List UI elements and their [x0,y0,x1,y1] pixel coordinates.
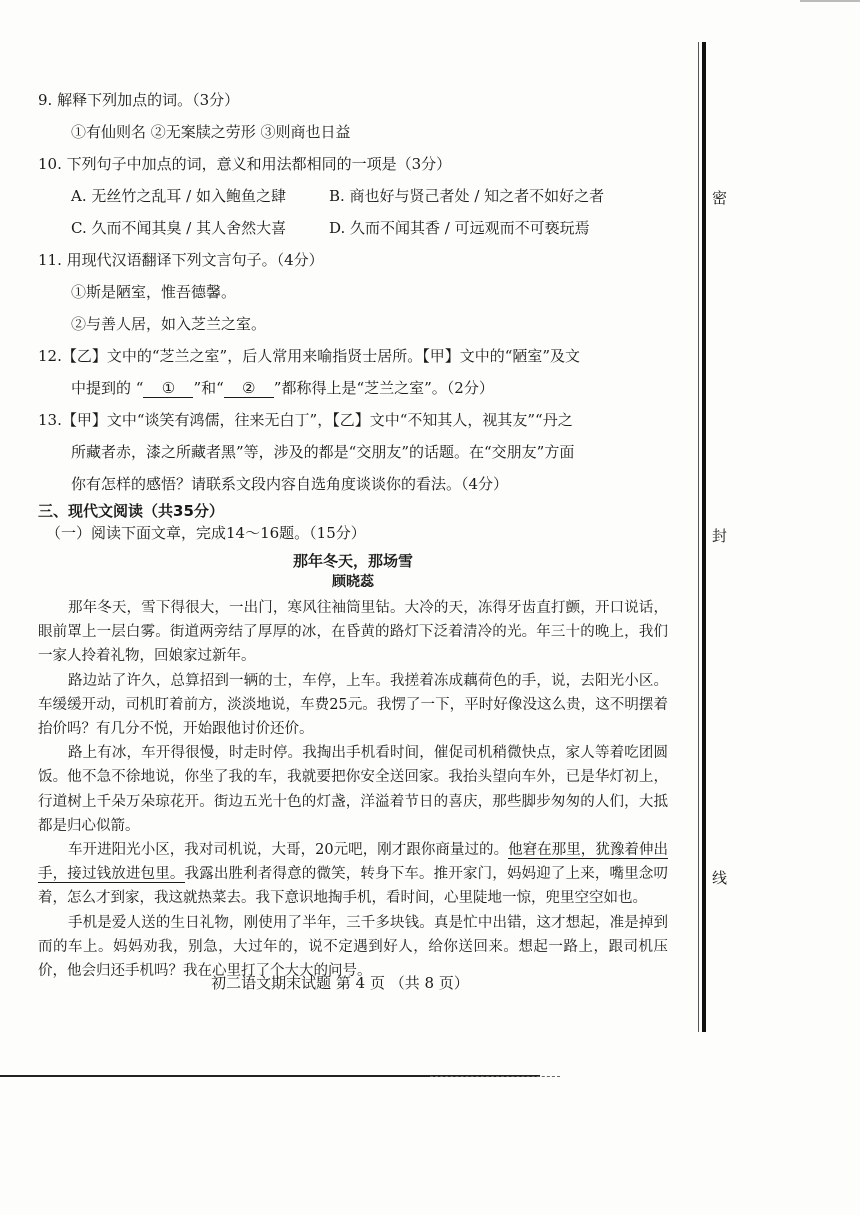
q12-blank-1[interactable]: ① [143,379,193,398]
binding-char-xian: 线 [710,870,728,885]
page-footer: 初二语文期末试题 第 4 页 （共 8 页） [211,974,469,992]
section-3-heading: 三、现代文阅读（共35分） [38,502,224,520]
q12-text-c: ”都称得上是“芝兰之室”。（2分） [273,379,494,397]
q11-prompt: 11. 用现代汉语翻译下列文言句子。（4分） [38,251,324,269]
article-paragraph-5: 手机是爱人送的生日礼物，刚使用了半年，三千多块钱。真是忙中出错，这才想起，准是掉到而的车上。妈妈劝我，别急，大过年的，说不定遇到好人，给你送回来。想起一路上，跟司机压价，他会归还手机吗？我在心里打了个大大的问号。 [38,914,668,980]
q13-line-1: 13.【甲】文中“谈笑有鸿儒，往来无白丁”，【乙】文中“不知其人，视其友”“丹之 [38,411,573,429]
binding-line [702,42,706,1032]
binding-char-mi: 密 [710,190,728,205]
article-title: 那年冬天，那场雪 [292,552,413,570]
q10-option-d: D. 久而不闻其香 / 可远观而不可亵玩焉 [329,219,590,237]
q10-option-a: A. 无丝竹之乱耳 / 如入鲍鱼之肆 [71,187,286,205]
article-author: 顾晓蕊 [332,574,374,590]
q12-line-2 [38,376,668,400]
article-paragraph-3: 路上有冰，车开得很慢，时走时停。我掏出手机看时间，催促司机稍微快点，家人等着吃团圆饭。他不急不徐地说，你坐了我的车，我就要把你安全送回家。我抬头望向车外，已是华灯初上，行道树上千朵万朵琼花开。街边五光十色的灯盏，洋溢着节日的喜庆，那些脚步匆匆的人们，大抵都是归心似箭。 [38,745,668,834]
binding-line-thin [698,42,699,1032]
underlined-sentence: 他窘在那里，犹豫着伸出手，接过钱放进包里。 [38,842,668,883]
section-3-subheading: （一）阅读下面文章，完成14～16题。（15分） [46,524,366,542]
q10-option-b: B. 商也好与贤己者处 / 知之者不如好之者 [329,187,605,205]
q10-options-row1 [38,184,668,208]
q10-option-c: C. 久而不闻其臭 / 其人舍然大喜 [71,219,287,237]
scan-edge-dash [430,1076,560,1077]
paragraph-4-start: 车开进阳光小区，我对司机说，大哥，20元吧，刚才跟你商量过的。 [68,842,509,859]
q12-line-1: 12.【乙】文中的“芝兰之室”，后人常用来喻指贤士居所。【甲】文中的“陋室”及文 [38,347,581,365]
article-paragraph-2: 路边站了许久，总算招到一辆的士，车停，上车。我搓着冻成藕荷色的手，说，去阳光小区。车缓缓开动，司机盯着前方，淡淡地说，车费25元。我愣了一下，平时好像没这么贵，这不明摆着抬价吗？有几分不悦，开始跟他讨价还价。 [38,672,668,738]
q9-items: ①有仙则名 ②无案牍之劳形 ③则商也日益 [71,123,351,141]
q10-options-row2 [38,216,668,240]
q11-sentence-2: ②与善人居，如入芝兰之室。 [71,315,267,333]
q11-sentence-1: ①斯是陋室，惟吾德馨。 [71,283,237,301]
article-paragraph-4 [38,838,668,911]
q10-prompt: 10. 下列句子中加点的词，意义和用法都相同的一项是（3分） [38,155,452,173]
q13-line-3: 你有怎样的感悟？请联系文段内容自选角度谈谈你的看法。（4分） [71,475,509,493]
q9-prompt: 9. 解释下列加点的词。（3分） [38,91,240,109]
binding-char-feng: 封 [710,528,728,543]
paragraph-4-end: 我露出胜利者得意的微笑，转身下车。推开家门，妈妈迎了上来，嘴里念叨着，怎么才到家，我这就热菜去。我下意识地掏手机，看时间，心里陡地一惊，兜里空空如也。 [38,866,668,907]
q12-text-a: 中提到的 “ [71,379,144,397]
page-content [38,88,668,983]
q12-text-b: ”和“ [193,379,224,397]
article-paragraph-1: 那年冬天，雪下得很大，一出门，寒风往袖筒里钻。大冷的天，冻得牙齿直打颤，开口说话，眼前罩上一层白雾。街道两旁结了厚厚的冰，在昏黄的路灯下泛着清冷的光。年三十的晚上，我们一家人拎着礼物，回娘家过新年。 [38,600,668,665]
scan-corner-mark [800,0,860,2]
q13-line-2: 所藏者赤，漆之所藏者黑”等，涉及的都是“交朋友”的话题。在“交朋友”方面 [71,443,575,461]
q12-blank-2[interactable]: ② [224,379,274,398]
